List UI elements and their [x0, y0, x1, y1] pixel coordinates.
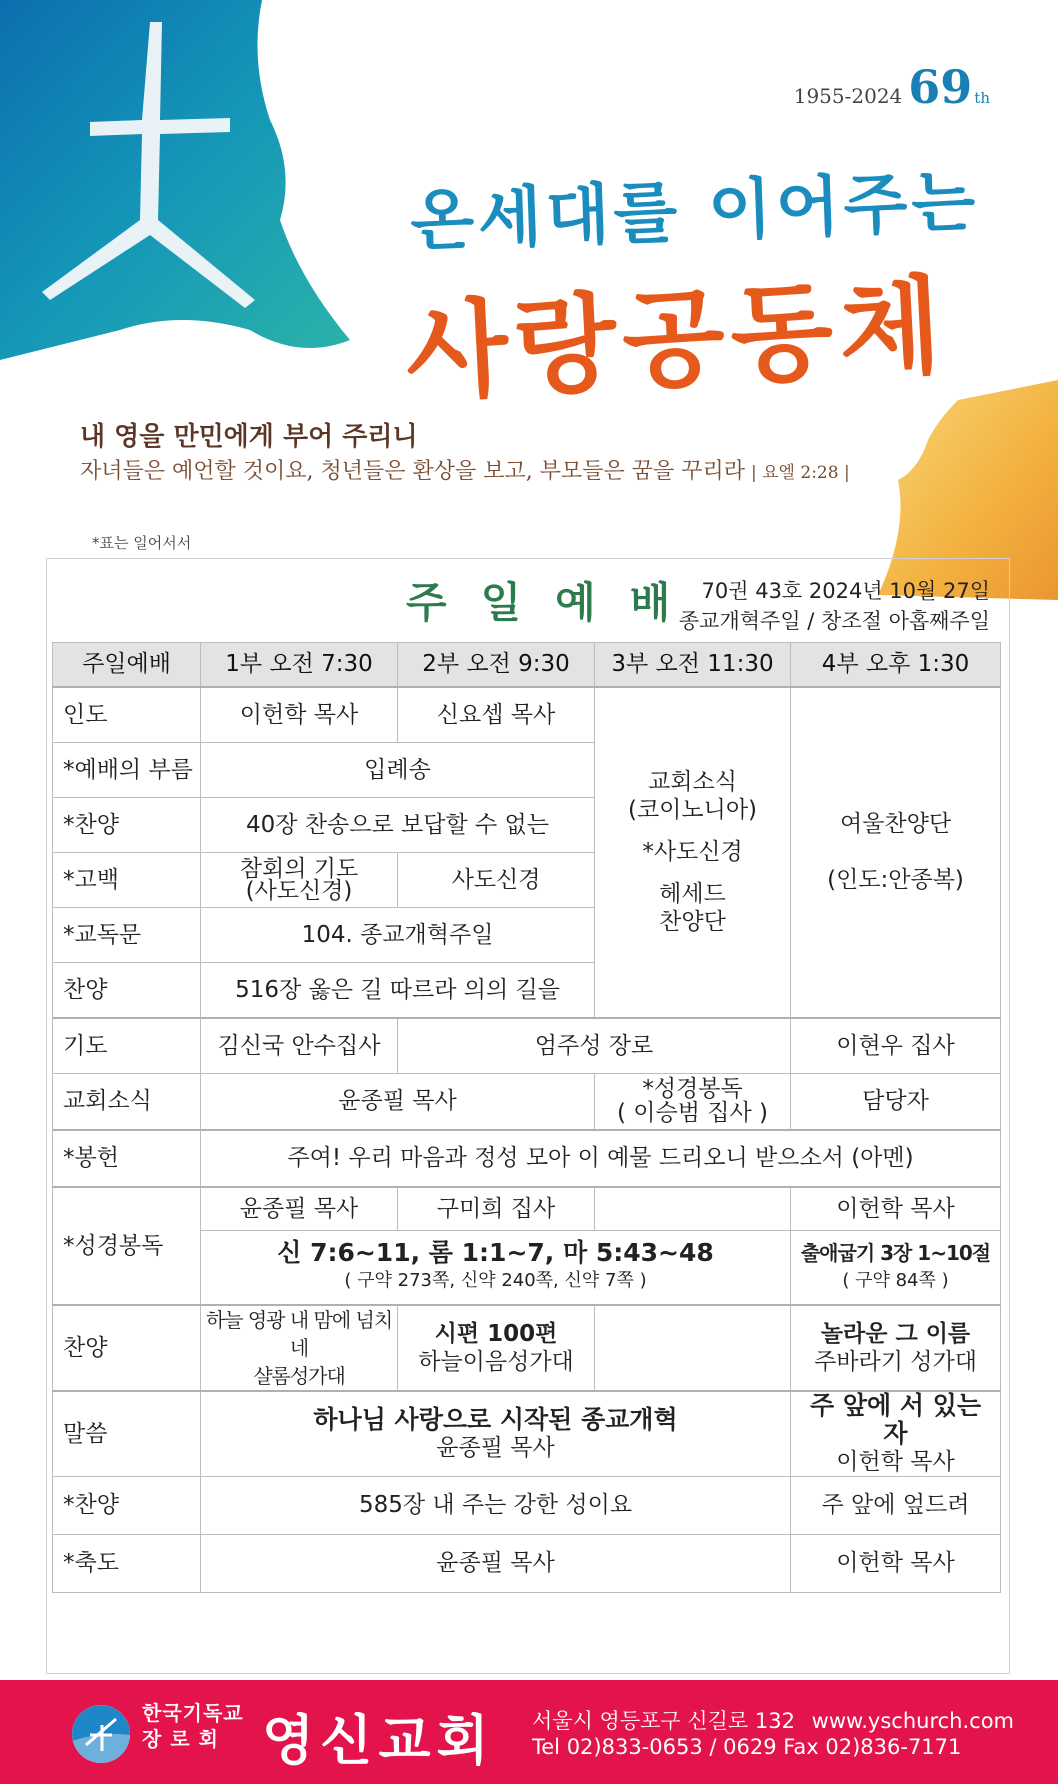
- block-line: 헤세드: [659, 881, 726, 907]
- worship-order-table: [52, 642, 1001, 1593]
- table-row: [53, 687, 1001, 743]
- church-logo-icon: [72, 1705, 130, 1763]
- cell: [595, 1074, 791, 1130]
- table-row: [53, 1391, 1001, 1477]
- cell: 이헌학 목사: [791, 1187, 1001, 1231]
- cell: [791, 1391, 1001, 1477]
- row-label: 찬양: [53, 1305, 201, 1391]
- table-row: [53, 1018, 1001, 1074]
- verse-text: [80, 454, 850, 485]
- cell: 담당자: [791, 1074, 1001, 1130]
- spacer: [599, 824, 786, 838]
- cell: [791, 1231, 1001, 1305]
- row-label: 교회소식: [53, 1074, 201, 1130]
- cell: [398, 1305, 595, 1391]
- cell: 엄주성 장로: [398, 1018, 791, 1074]
- block-line: 교회소식: [648, 769, 737, 795]
- anniversary-badge: [794, 60, 990, 114]
- church-footer: [0, 1680, 1058, 1784]
- slogan-line-2: 사랑공동체: [402, 263, 951, 416]
- cell: 신요셉 목사: [398, 687, 595, 743]
- church-name: 영신교회: [262, 1709, 495, 1772]
- block-line: 여울찬양단: [839, 811, 952, 837]
- denomination-line-2: 장 로 회: [142, 1727, 219, 1751]
- table-row: [53, 1074, 1001, 1130]
- slogan-line-1: 온세대를 이어주는: [409, 163, 981, 260]
- cell: 윤종필 목사: [201, 1074, 595, 1130]
- cell-line: 참회의 기도: [239, 856, 359, 882]
- sermon-preacher: 윤종필 목사: [436, 1434, 555, 1461]
- cell: 이헌학 목사: [201, 687, 398, 743]
- cross-painting-art: [0, 0, 360, 360]
- cell: [791, 1305, 1001, 1391]
- header-cell-service-1: 1부 오전 7:30: [201, 643, 398, 687]
- row-label: *축도: [53, 1534, 201, 1592]
- cell: 윤종필 목사: [201, 1187, 398, 1231]
- service-title: 주일예배: [406, 578, 705, 627]
- cell-line: 하늘 영광 내 맘에 넘치네: [205, 1307, 393, 1360]
- row-label: *봉헌: [53, 1130, 201, 1187]
- address: 서울시 영등포구 신길로 132: [532, 1709, 795, 1733]
- cell-line: 하늘이음성가대: [418, 1348, 574, 1375]
- website-link[interactable]: www.yschurch.com: [811, 1709, 1015, 1733]
- block-line: 찬양단: [659, 909, 726, 935]
- table-row: [53, 1187, 1001, 1231]
- anniversary-years: 1955-2024: [793, 84, 903, 108]
- bulletin-header: [0, 0, 1058, 552]
- cell: [595, 1187, 791, 1231]
- cell-line: 주바라기 성가대: [814, 1348, 977, 1375]
- cell: [201, 1391, 791, 1477]
- row-label: *예배의 부름: [53, 743, 201, 798]
- block-line: (인도:안종복): [827, 867, 964, 893]
- cell: 이헌학 목사: [791, 1534, 1001, 1592]
- block-line: *사도신경: [642, 839, 743, 865]
- scripture-passages: 신 7:6~11, 롬 1:1~7, 마 5:43~48: [277, 1238, 714, 1268]
- header-cell-service-4: 4부 오후 1:30: [791, 643, 1001, 687]
- cell: 사도신경: [398, 853, 595, 908]
- service-4-order-block: [791, 687, 1001, 1018]
- row-label: *성경봉독: [53, 1187, 201, 1305]
- verse-heading: 내 영을 만민에게 부어 주리니: [80, 422, 418, 452]
- header-row: [53, 643, 1001, 687]
- service-3-order-block: [595, 687, 791, 1018]
- sermon-title-4: 주 앞에 서 있는 자: [809, 1390, 981, 1448]
- cell: 윤종필 목사: [201, 1534, 791, 1592]
- phone-fax: Tel 02)833-0653 / 0629 Fax 02)836-7171: [532, 1735, 962, 1759]
- denomination: [142, 1700, 244, 1752]
- table-row: [53, 1534, 1001, 1592]
- cell: 40장 찬송으로 보답할 수 없는: [201, 798, 595, 853]
- cell-line: *성경봉독: [642, 1076, 743, 1103]
- header-cell-service-2: 2부 오전 9:30: [398, 643, 595, 687]
- contact-info: [532, 1708, 1014, 1760]
- spacer: [599, 866, 786, 880]
- row-label: 말씀: [53, 1391, 201, 1477]
- row-label: *고백: [53, 853, 201, 908]
- cell: [201, 1305, 398, 1391]
- cell: [201, 1231, 791, 1305]
- cell-line: ( 이승범 집사 ): [617, 1100, 768, 1127]
- cell-line: 샬롬성가대: [253, 1363, 345, 1388]
- table-row: [53, 1476, 1001, 1534]
- cell: 입례송: [201, 743, 595, 798]
- spacer: [795, 838, 996, 866]
- verse-reference: | 요엘 2:28 |: [751, 463, 850, 483]
- row-label: *찬양: [53, 1476, 201, 1534]
- sermon-preacher-4: 이헌학 목사: [836, 1448, 955, 1475]
- header-cell-label: 주일예배: [53, 643, 201, 687]
- cell: 이현우 집사: [791, 1018, 1001, 1074]
- cell-line: 시편 100편: [434, 1320, 558, 1347]
- row-label: *교독문: [53, 908, 201, 963]
- scripture-pages: ( 구약 273쪽, 신약 240쪽, 신약 7쪽 ): [344, 1270, 647, 1292]
- cell: 516장 옳은 길 따르라 의의 길을: [201, 963, 595, 1018]
- cell: 585장 내 주는 강한 성이요: [201, 1476, 791, 1534]
- row-label: 찬양: [53, 963, 201, 1018]
- cell-line: (사도신경): [245, 878, 353, 904]
- verse-body-text: 자녀들은 예언할 것이요, 청년들은 환상을 보고, 부모들은 꿈을 꾸리라: [80, 459, 745, 484]
- cell-line: 놀라운 그 이름: [820, 1320, 971, 1347]
- row-label: 기도: [53, 1018, 201, 1074]
- cell: 구미희 집사: [398, 1187, 595, 1231]
- row-label: *찬양: [53, 798, 201, 853]
- header-cell-service-3: 3부 오전 11:30: [595, 643, 791, 687]
- cell: 주여! 우리 마음과 정성 모아 이 예물 드리오니 받으소서 (아멘): [201, 1130, 1001, 1187]
- anniversary-suffix: th: [974, 89, 990, 107]
- cell: [201, 853, 398, 908]
- cell: 104. 종교개혁주일: [201, 908, 595, 963]
- service-title-row: [46, 566, 1010, 634]
- address-line: [532, 1708, 1014, 1734]
- table-row: [53, 1130, 1001, 1187]
- cell: [595, 1305, 791, 1391]
- stand-note: *표는 일어서서: [92, 534, 192, 552]
- issue-info: [679, 576, 990, 636]
- sermon-title: 하나님 사랑으로 시작된 종교개혁: [313, 1404, 678, 1434]
- block-line: (코이노니아): [627, 797, 758, 823]
- scripture-passage-4: 출애굽기 3장 1~10절: [800, 1241, 991, 1266]
- table-row: [53, 1305, 1001, 1391]
- issue-line-2: 종교개혁주일 / 창조절 아홉째주일: [678, 609, 990, 633]
- scripture-pages-4: ( 구약 84쪽 ): [842, 1270, 949, 1292]
- row-label: 인도: [53, 687, 201, 743]
- cell: 김신국 안수집사: [201, 1018, 398, 1074]
- cell: 주 앞에 엎드려: [791, 1476, 1001, 1534]
- denomination-line-1: 한국기독교: [142, 1701, 244, 1725]
- issue-line-1: 70권 43호 2024년 10월 27일: [701, 579, 990, 603]
- anniversary-number: 69: [908, 60, 973, 114]
